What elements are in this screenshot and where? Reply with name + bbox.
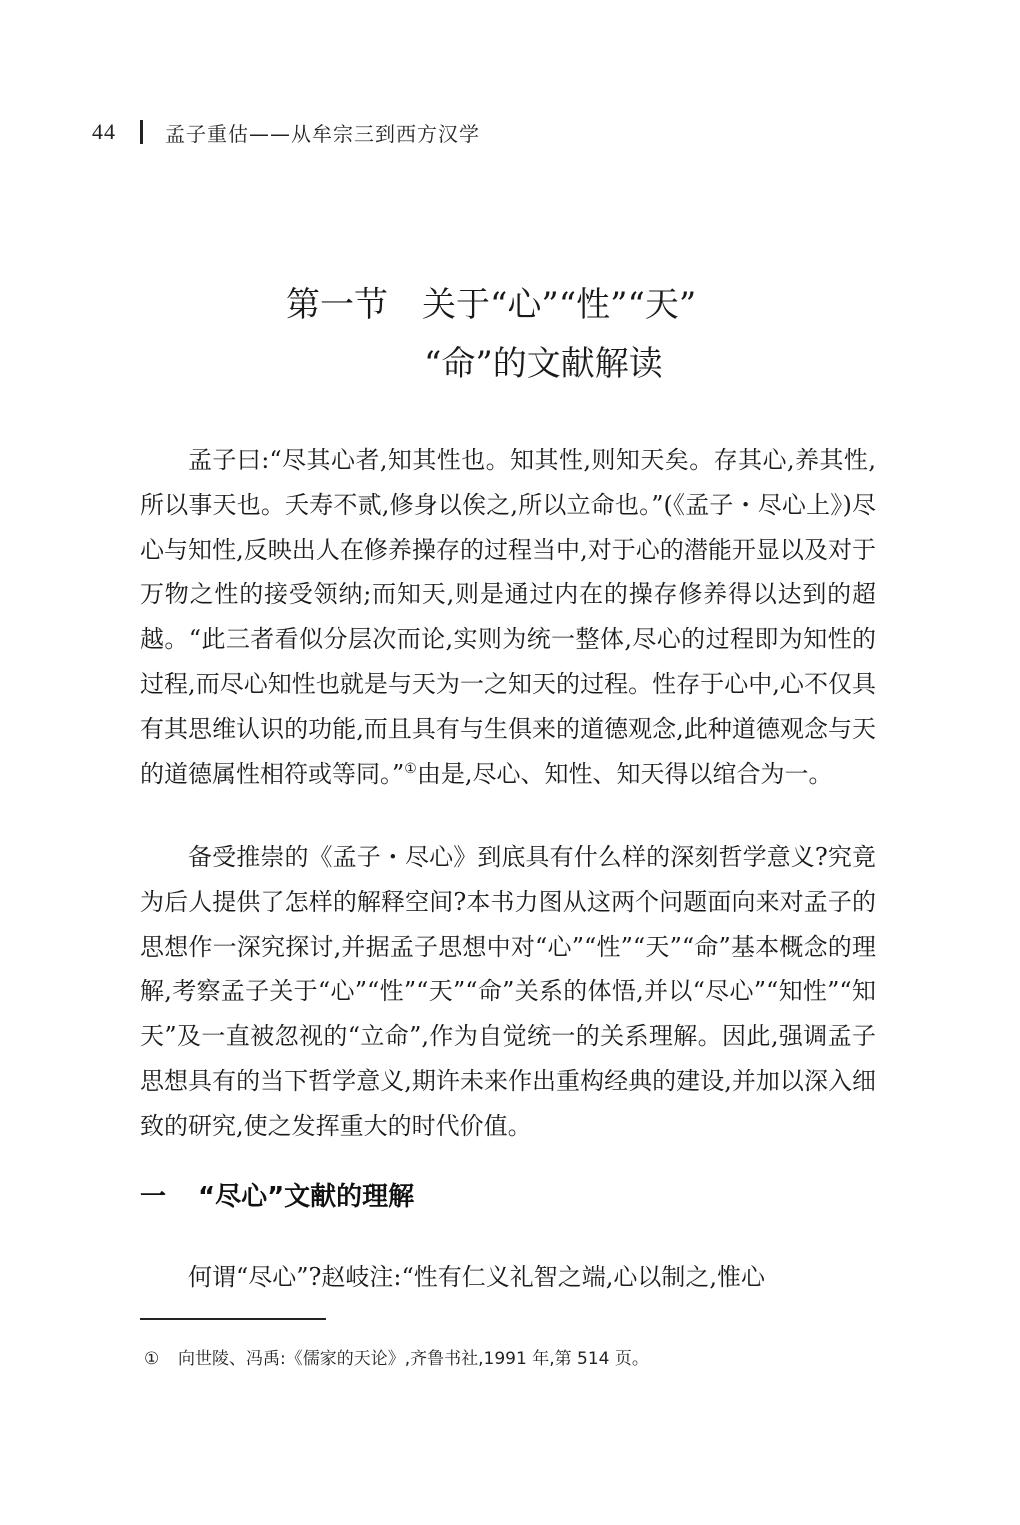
- footnote-mark: ①: [144, 1349, 160, 1369]
- book-title: 孟子重估——从牟宗三到西方汉学: [165, 121, 480, 146]
- footnote-text: 向世陵、冯禹:《儒家的天论》,齐鲁书社,1991 年,第 514 页。: [178, 1349, 649, 1369]
- paragraph-3: [140, 1255, 876, 1300]
- subsection-heading: [140, 1176, 414, 1213]
- header-separator: [140, 120, 143, 144]
- section-number: 第一节: [286, 285, 388, 325]
- section-title-line-1: [286, 277, 696, 326]
- subsection-title: “尽心”文献的理解: [198, 1182, 415, 1212]
- section-title-text: 关于“心”“性”“天”: [422, 285, 697, 325]
- footnote-divider: [140, 1318, 326, 1320]
- paragraph-1-text: 孟子曰:“尽其心者,知其性也。知其性,则知天矣。存其心,养其性,所以事天也。夭寿不贰,修身以俟之,所以立命也。”(《孟子・尽心上》)尽心与知性,反映出人在修养操存的过程当中,对于心的潜能开显以及对于万物之性的接受领纳;而知天,则是通过内在的操存修养得以达到的超越。“此三者看似分层次而论,实则为统一整体,尽心的过程即为知性的过程,而尽心知性也就是与天为一之知天的过程。性存于心中,心不仅具有其思维认识的功能,而且具有与生俱来的道德观念,此种道德观念与天的道德属性相符或等同。”: [140, 446, 876, 788]
- subsection-number: 一: [140, 1182, 167, 1212]
- running-header: [92, 116, 480, 148]
- paragraph-2: [140, 835, 876, 1149]
- paragraph-3-text: 何谓“尽心”?赵岐注:“性有仁义礼智之端,心以制之,惟心: [188, 1263, 766, 1291]
- section-title-line-2: “命”的文献解读: [424, 344, 663, 384]
- page-number: 44: [92, 119, 116, 144]
- paragraph-1-tail: 由是,尽心、知性、知天得以绾合为一。: [416, 759, 833, 788]
- paragraph-1: [140, 438, 876, 796]
- footnote-reference: ①: [404, 760, 417, 777]
- footnote: [144, 1344, 649, 1369]
- paragraph-2-text: 备受推崇的《孟子・尽心》到底具有什么样的深刻哲学意义?究竟为后人提供了怎样的解释空间?本书力图从这两个问题面向来对孟子的思想作一深究探讨,并据孟子思想中对“心”“性”“天”“命”基本概念的理解,考察孟子关于“心”“性”“天”“命”关系的体悟,并以“尽心”“知性”“知天”及一直被忽视的“立命”,作为自觉统一的关系理解。因此,强调孟子思想具有的当下哲学意义,期许未来作出重构经典的建设,并加以深入细致的研究,使之发挥重大的时代价值。: [140, 843, 876, 1140]
